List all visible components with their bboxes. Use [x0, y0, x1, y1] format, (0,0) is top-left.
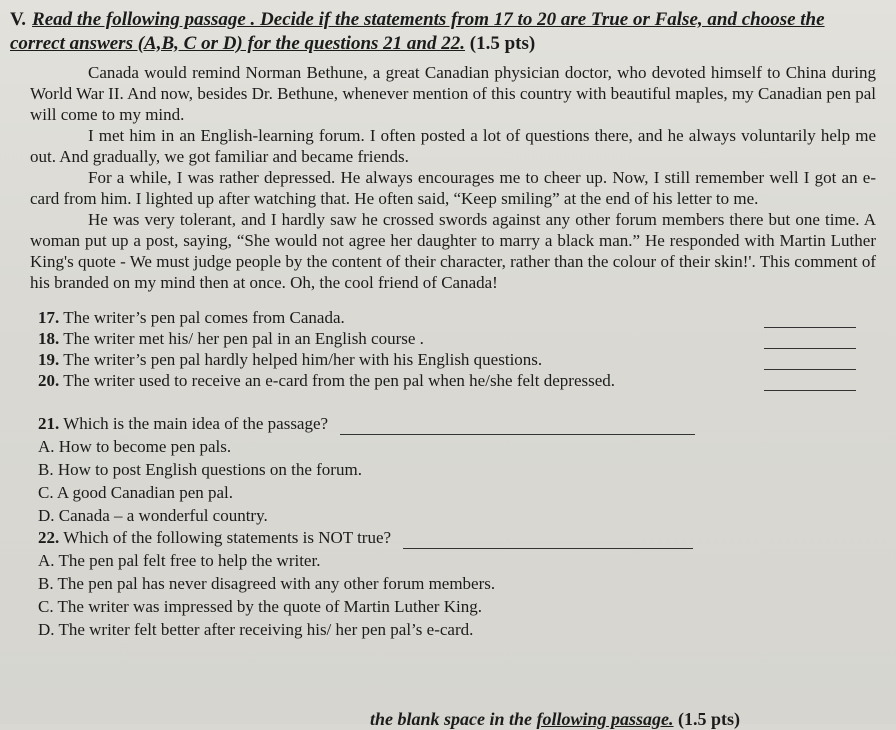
section-number: V.: [10, 9, 27, 30]
statement-18: [38, 328, 876, 349]
reading-passage: [10, 62, 876, 293]
question-number: 21.: [38, 414, 60, 433]
statement-text: The writer met his/ her pen pal in an English course .: [63, 329, 424, 348]
statement-number: 17.: [38, 308, 60, 327]
answer-blank-22[interactable]: [403, 534, 693, 549]
answer-blank-21[interactable]: [340, 420, 695, 435]
statement-number: 20.: [38, 371, 60, 390]
answer-blank-20[interactable]: [764, 376, 856, 391]
statement-20: [38, 370, 876, 391]
q22-option-b: B. The pen pal has never disagreed with any other forum members.: [38, 574, 496, 593]
answer-blank-18[interactable]: [764, 334, 856, 349]
answer-blank-19[interactable]: [764, 355, 856, 370]
q21-option-c: C. A good Canadian pen pal.: [38, 483, 234, 502]
q22-option-c: C. The writer was impressed by the quote of Martin Luther King.: [38, 597, 482, 616]
true-false-statements: [10, 307, 876, 391]
statement-text: The writer’s pen pal comes from Canada.: [63, 308, 345, 327]
passage-paragraph-4: He was very tolerant, and I hardly saw he crossed swords against any other forum members there but one time. A woman put up a post, saying, “She would not agree her daughter to marry a black man.” He responded with Martin Luther King's quote - We must judge people by the content of their character, rather than the colour of their skin!'. This comment of his branded on my mind then at once. Oh, the cool friend of Canada!: [30, 210, 876, 292]
section-heading: [10, 8, 876, 56]
statement-text: The writer used to receive an e-card from the pen pal when he/she felt depressed.: [63, 371, 616, 390]
passage-paragraph-3: For a while, I was rather depressed. He always encourages me to cheer up. Now, I still remember well I got an e-card from him. I lighted up after watching that. He often said, “Keep smiling” at the end of his letter to me.: [30, 168, 876, 208]
next-section-points: (1.5 pts): [678, 709, 741, 729]
question-number: 22.: [38, 528, 60, 547]
q22-option-d: D. The writer felt better after receiving his/ her pen pal’s e-card.: [38, 620, 474, 639]
answer-blank-17[interactable]: [764, 313, 856, 328]
passage-paragraph-1: Canada would remind Norman Bethune, a great Canadian physician doctor, who devoted himself to China during World War II. And now, besides Dr. Bethune, whenever mention of this country with beautiful maples, my Canadian pen pal will come to my mind.: [30, 63, 876, 124]
next-section-underlined: following passage.: [536, 709, 674, 729]
q21-option-b: B. How to post English questions on the forum.: [38, 460, 362, 479]
q21-option-a: A. How to become pen pals.: [38, 437, 232, 456]
section-instruction: Read the following passage . Decide if the statements from 17 to 20 are True or False, and choose the correct answers (A,B, C or D) for the questions 21 and 22.: [10, 9, 825, 54]
question-text: Which of the following statements is NOT true?: [63, 528, 392, 547]
q22-option-a: A. The pen pal felt free to help the writer.: [38, 551, 321, 570]
next-section-heading: [370, 709, 740, 730]
question-text: Which is the main idea of the passage?: [63, 414, 329, 433]
question-21: [10, 413, 876, 435]
next-section-prefix: the blank space in the: [370, 709, 533, 729]
question-22: [10, 527, 876, 549]
passage-paragraph-2: I met him in an English-learning forum. I often posted a lot of questions there, and he always voluntarily help me out. And gradually, we got familiar and became friends.: [30, 126, 876, 166]
statement-19: [38, 349, 876, 370]
section-points: (1.5 pts): [469, 33, 536, 54]
statement-text: The writer’s pen pal hardly helped him/her with his English questions.: [63, 350, 543, 369]
statement-number: 18.: [38, 329, 60, 348]
q21-option-d: D. Canada – a wonderful country.: [38, 506, 268, 525]
statement-17: [38, 307, 876, 328]
statement-number: 19.: [38, 350, 60, 369]
